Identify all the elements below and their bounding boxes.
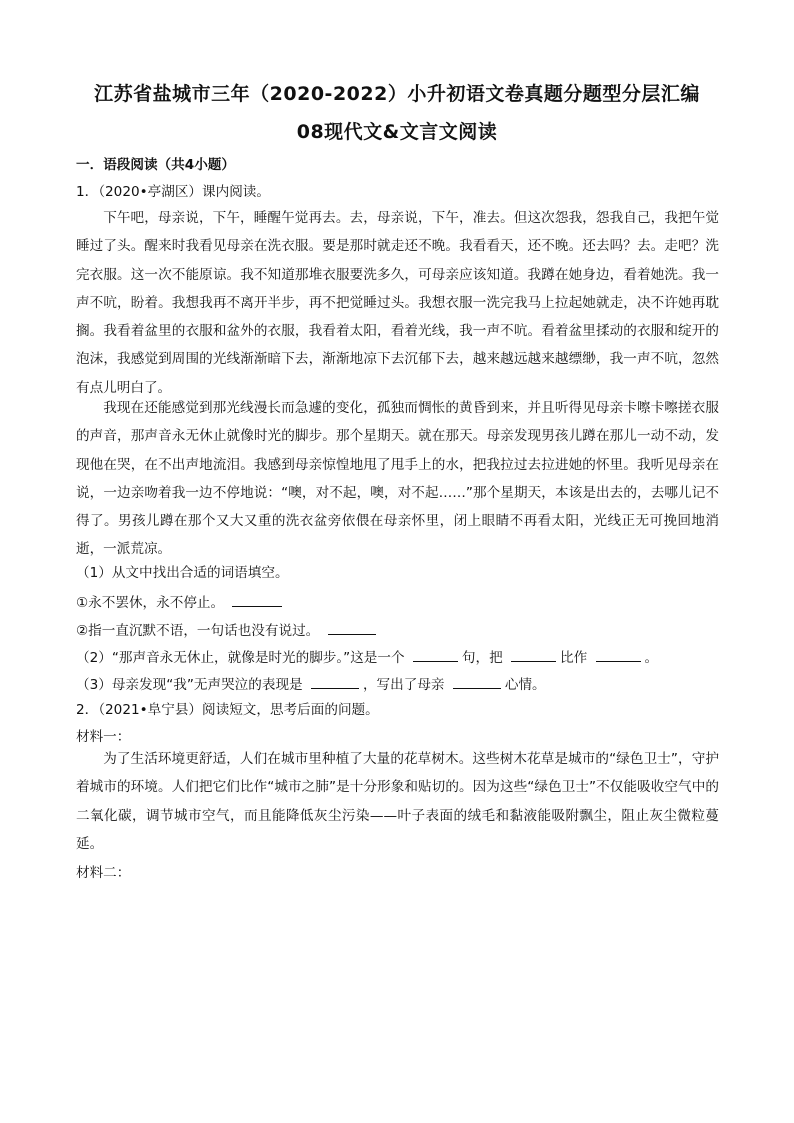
section-heading: 一．语段阅读（共4小题） xyxy=(76,157,235,173)
question-1-sub3 xyxy=(76,674,546,694)
question-2-header: 2．（2021•阜宁县）阅读短文，思考后面的问题。 xyxy=(76,702,379,718)
sub2-text-a: （2）“那声音永无休止，就像是时光的脚步。”这是一个 xyxy=(76,650,405,666)
answer-blank[interactable] xyxy=(511,647,556,662)
sub3-text-c: 心情。 xyxy=(504,677,546,693)
answer-blank[interactable] xyxy=(453,674,501,689)
document-title: 江苏省盐城市三年（2020-2022）小升初语文卷真题分题型分层汇编 xyxy=(94,83,700,105)
sub3-text-a: （3）母亲发现“我”无声哭泣的表现是 xyxy=(76,677,303,693)
answer-blank[interactable] xyxy=(596,647,641,662)
question-1-sub2 xyxy=(76,647,658,667)
question-1-header: 1．（2020•亭湖区）课内阅读。 xyxy=(76,184,270,200)
answer-blank[interactable] xyxy=(328,620,376,635)
answer-blank[interactable] xyxy=(413,647,458,662)
sub3-text-b: ，写出了母亲 xyxy=(362,677,445,693)
question-1-sub1-heading: （1）从文中找出合适的词语填空。 xyxy=(76,565,289,581)
sub1-item-b-text: ②指一直沉默不语，一句话也没有说过。 xyxy=(76,623,320,639)
material-2-label: 材料二： xyxy=(76,865,131,881)
sub1-item-a-text: ①永不罢休，永不停止。 xyxy=(76,595,225,611)
answer-blank[interactable] xyxy=(232,592,282,607)
question-1-passage-paragraph-1: 下午吧，母亲说，下午，睡醒午觉再去。去，母亲说，下午，准去。但这次怨我，怨我自己，我把午觉睡过了头。醒来时我看见母亲在洗衣服。要是那时就走还不晚。我看看天，还不晚。还去吗？去。走吧？洗完衣服。这一次不能原谅。我不知道那堆衣服要洗多久，可母亲应该知道。我蹲在她身边，看着她洗。我一声不吭，盼着。我想我再不离开半步，再不把觉睡过头。我想衣服一洗完我马上拉起她就走，决不许她再耽搁。我看着盆里的衣服和盆外的衣服，我看着太阳，看着光线，我一声不吭。看着盆里揉动的衣服和绽开的泡沫，我感觉到周围的光线渐渐暗下去，渐渐地凉下去沉郁下去，越来越远越来越缥缈，我一声不吭，忽然有点儿明白了。 xyxy=(76,210,719,396)
material-1-label: 材料一： xyxy=(76,729,131,745)
question-1-passage-paragraph-2: 我现在还能感觉到那光线漫长而急遽的变化，孤独而惆怅的黄昏到来，并且听得见母亲卡嚓卡嚓搓衣服的声音，那声音永无休止就像时光的脚步。那个星期天。就在那天。母亲发现男孩儿蹲在那儿一动不动，发现他在哭，在不出声地流泪。我感到母亲惊惶地甩了甩手上的水，把我拉过去拉进她的怀里。我听见母亲在说，一边亲吻着我一边不停地说：“噢，对不起，噢，对不起……”那个星期天，本该是出去的，去哪儿记不得了。男孩儿蹲在那个又大又重的洗衣盆旁依偎在母亲怀里，闭上眼睛不再看太阳，光线正无可挽回地消逝，一派荒凉。 xyxy=(76,400,719,558)
sub2-text-d: 。 xyxy=(644,650,659,666)
material-1-text: 为了生活环境更舒适，人们在城市里种植了大量的花草树木。这些树木花草是城市的“绿色卫士”，守护着城市的环境。人们把它们比作“城市之肺”是十分形象和贴切的。因为这些“绿色卫士”不仅能吸收空气中的二氧化碳，调节城市空气，而且能降低灰尘污染——叶子表面的绒毛和黏液能吸附飘尘，阻止灰尘微粒蔓延。 xyxy=(76,751,719,852)
question-1-sub1-item-a xyxy=(76,592,286,612)
answer-blank[interactable] xyxy=(311,674,359,689)
sub2-text-c: 比作 xyxy=(560,650,588,666)
sub2-text-b: 句，把 xyxy=(461,650,503,666)
question-1-sub1-item-b xyxy=(76,620,380,640)
document-subtitle: 08现代文&文言文阅读 xyxy=(296,121,498,143)
